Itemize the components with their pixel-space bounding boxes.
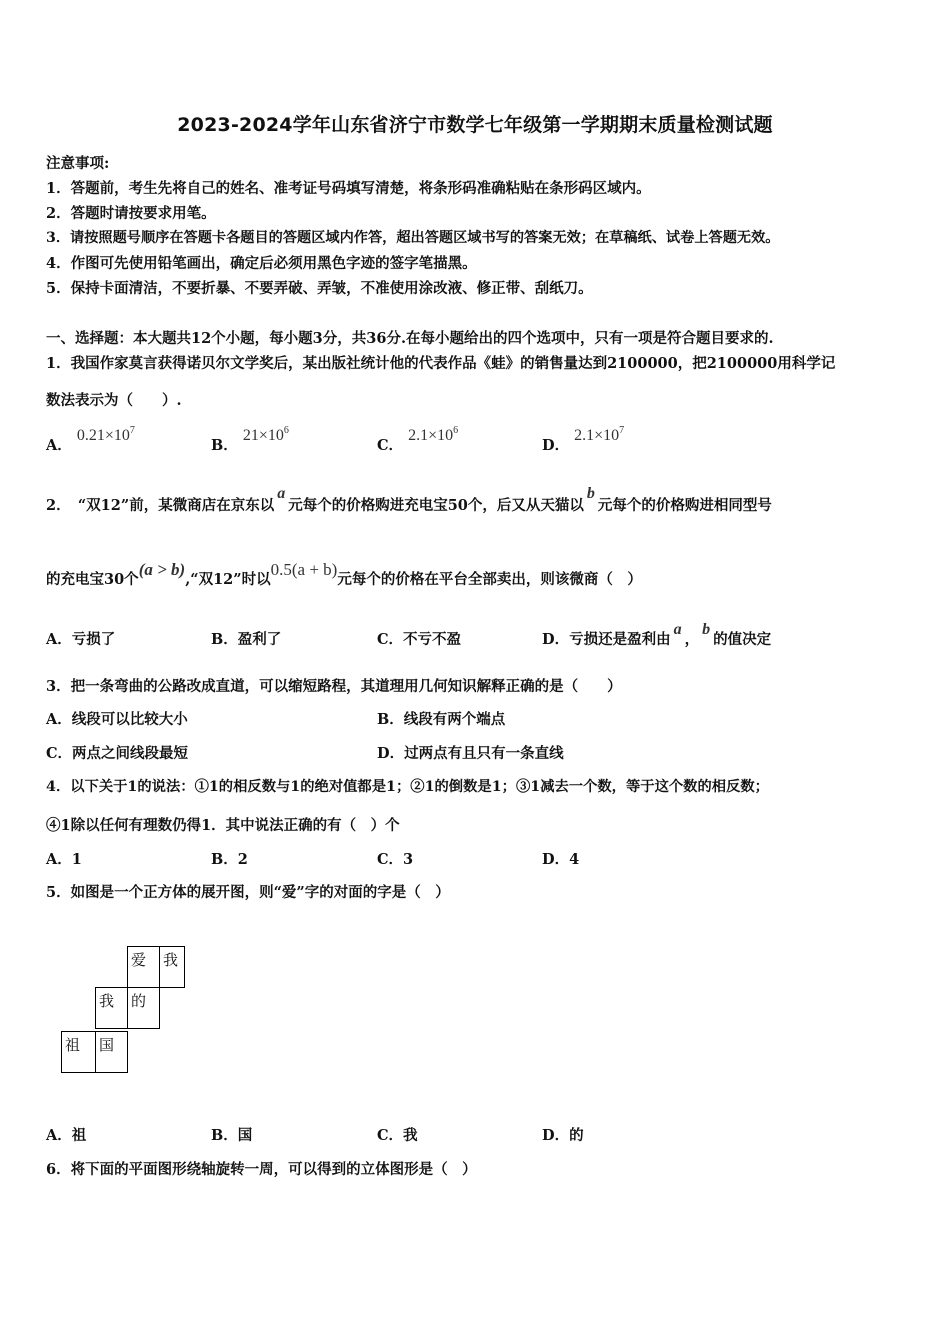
q6-stem: 6．将下面的平面图形绕轴旋转一周，可以得到的立体图形是（ ） — [46, 1161, 477, 1178]
net-cell: 我 — [95, 987, 128, 1029]
q2-stem-line2: 的充电宝30个(a > b),“双12”时以0.5(a + b)元每个的价格在平台全部卖出，则该微商（ ） — [46, 560, 642, 588]
q2-stem-line1: 2． “双12”前，某微商店在京东以a元每个的价格购进充电宝50个，后又从天猫以b元每个的价格购进相同型号 — [46, 485, 772, 514]
notice-item: 3．请按照题号顺序在答题卡各题目的答题区域内作答，超出答题区域书写的答案无效；在草稿纸、试卷上答题无效。 — [46, 230, 780, 246]
q3-option-c[interactable]: C．两点之间线段最短 — [46, 745, 189, 762]
q5-stem: 5．如图是一个正方体的展开图，则“爱”字的对面的字是（ ） — [46, 884, 450, 901]
net-cell: 爱 — [127, 946, 160, 988]
q2-option-c[interactable]: C．不亏不盈 — [377, 631, 462, 648]
section-heading: 一、选择题：本大题共12个小题，每小题3分，共36分.在每小题给出的四个选项中，只有一项是符合题目要求的. — [46, 330, 774, 347]
notice-item: 2．答题时请按要求用笔。 — [46, 205, 216, 222]
notice-item: 1．答题前，考生先将自己的姓名、准考证号码填写清楚，将条形码准确粘贴在条形码区域内。 — [46, 180, 651, 197]
q4-option-d[interactable]: D．4 — [542, 851, 580, 868]
q3-option-b[interactable]: B．线段有两个端点 — [377, 711, 506, 728]
q5-option-a[interactable]: A．祖 — [46, 1127, 87, 1144]
q2-option-d[interactable]: D．亏损还是盈利由a，b的值决定 — [542, 621, 772, 648]
q1-option-a[interactable]: A． $0.21\times 10^7$ — [46, 425, 135, 454]
q3-stem: 3．把一条弯曲的公路改成直道，可以缩短路程，其道理用几何知识解释正确的是（ ） — [46, 678, 622, 695]
q2-option-b[interactable]: B．盈利了 — [211, 631, 282, 648]
q3-option-d[interactable]: D．过两点有且只有一条直线 — [377, 745, 564, 762]
net-cell: 祖 — [61, 1031, 96, 1073]
q5-option-c[interactable]: C．我 — [377, 1127, 418, 1144]
notice-heading: 注意事项: — [46, 155, 110, 172]
notice-item: 5．保持卡面清洁，不要折暴、不要弄破、弄皱，不准使用涂改液、修正带、刮纸刀。 — [46, 280, 593, 297]
net-cell: 国 — [95, 1031, 128, 1073]
q1-option-c[interactable]: C． $2.1\times 10^6$ — [377, 425, 459, 454]
net-cell: 我 — [159, 946, 185, 988]
q4-stem-line2: ④1除以任何有理数仍得1．其中说法正确的有（ ）个 — [46, 817, 400, 834]
q3-option-a[interactable]: A．线段可以比较大小 — [46, 711, 188, 728]
q4-option-a[interactable]: A．1 — [46, 851, 82, 868]
q1-option-b[interactable]: B． $21\times 10^6$ — [211, 425, 289, 454]
q5-option-d[interactable]: D．的 — [542, 1127, 584, 1144]
notice-item: 4．作图可先使用铅笔画出，确定后必须用黑色字迹的签字笔描黑。 — [46, 255, 477, 272]
q4-stem-line1: 4．以下关于1的说法：①1的相反数与1的绝对值都是1；②1的倒数是1；③1减去一个数，等于这个数的相反数； — [46, 779, 769, 795]
q4-option-c[interactable]: C．3 — [377, 851, 414, 868]
net-cell: 的 — [127, 987, 160, 1029]
q4-option-b[interactable]: B．2 — [211, 851, 248, 868]
page-title: 2023-2024学年山东省济宁市数学七年级第一学期期末质量检测试题 — [177, 114, 773, 136]
q2-option-a[interactable]: A．亏损了 — [46, 631, 116, 648]
q5-option-b[interactable]: B．国 — [211, 1127, 253, 1144]
q1-option-d[interactable]: D． $2.1\times 10^7$ — [542, 425, 625, 454]
q1-stem-line1: 1．我国作家莫言获得诺贝尔文学奖后，某出版社统计他的代表作品《蛙》的销售量达到2100000，把2100000用科学记 — [46, 355, 836, 372]
q1-stem-line2: 数法表示为（ ）. — [46, 392, 182, 409]
